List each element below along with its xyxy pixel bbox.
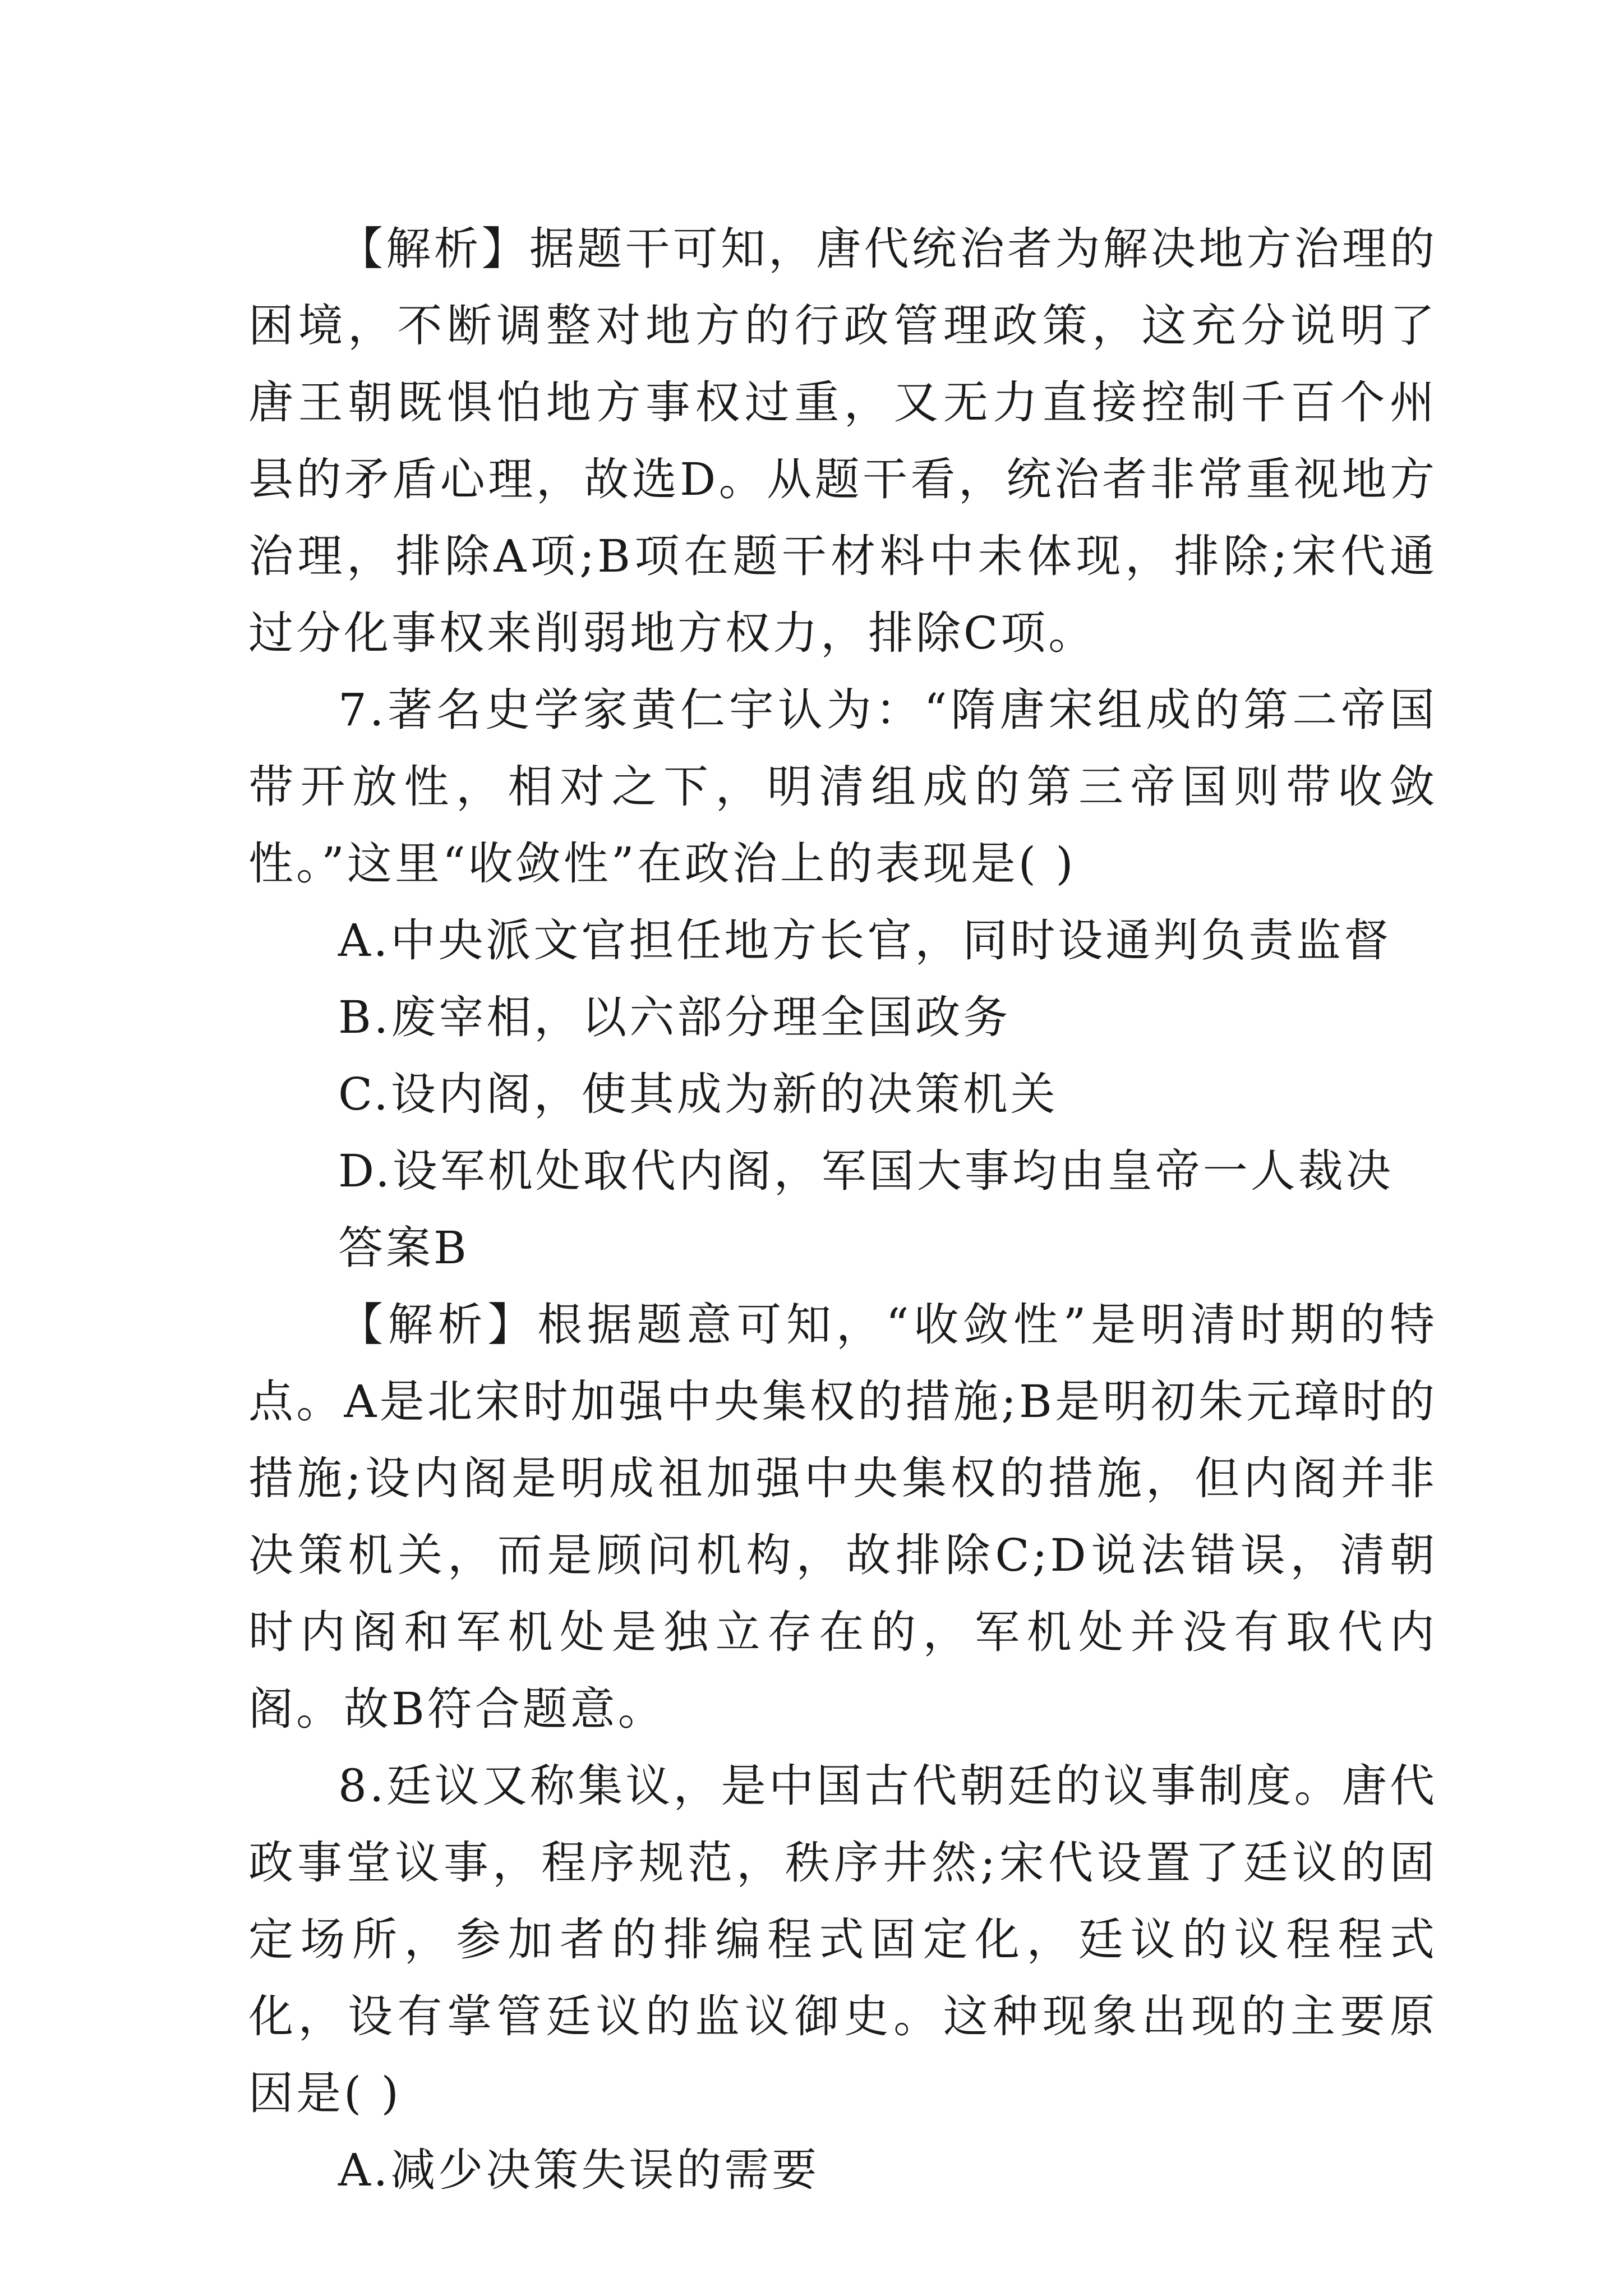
question-7-option-b: B.废宰相，以六部分理全国政务 — [338, 991, 1011, 1043]
question-7-stem: 7.著名史学家黄仁宇认为：“隋唐宋组成的第二帝国带开放性，相对之下，明清组成的第三帝国则带收敛性。”这里“收敛性”在政治上的表现是( ) — [248, 684, 1437, 890]
question-8-option-a: A.减少决策失误的需要 — [338, 2144, 820, 2196]
question-7-option-c: C.设内阁，使其成为新的决策机关 — [338, 1068, 1058, 1120]
question-8-stem: 8.廷议又称集议，是中国古代朝廷的议事制度。唐代政事堂议事，程序规范，秩序井然;宋代设置了廷议的固定场所，参加者的排编程式固定化，廷议的议程程式化，设有掌管廷议的监议御史。这种现象出现的主要原因是( ) — [248, 1760, 1437, 2119]
analysis-question-7: 【解析】根据题意可知，“收敛性”是明清时期的特点。A是北宋时加强中央集权的措施;B是明初朱元璋时的措施;设内阁是明成祖加强中央集权的措施，但内阁并非决策机关，而是顾问机构，故排除C;D说法错误，清朝时内阁和军机处是独立存在的，军机处并没有取代内阁。故B符合题意。 — [248, 1299, 1437, 1735]
analysis-question-6: 【解析】据题干可知，唐代统治者为解决地方治理的困境，不断调整对地方的行政管理政策，这充分说明了唐王朝既惧怕地方事权过重，又无力直接控制千百个州县的矛盾心理，故选D。从题干看，统治者非常重视地方治理，排除A项;B项在题干材料中未体现，排除;宋代通过分化事权来削弱地方权力，排除C项。 — [248, 223, 1437, 659]
question-7-option-d: D.设军机处取代内阁，军国大事均由皇帝一人裁决 — [338, 1145, 1394, 1197]
question-7-answer: 答案B — [338, 1222, 469, 1274]
document-body — [248, 210, 1437, 2208]
question-7-option-a: A.中央派文官担任地方长官，同时设通判负责监督 — [338, 914, 1392, 967]
